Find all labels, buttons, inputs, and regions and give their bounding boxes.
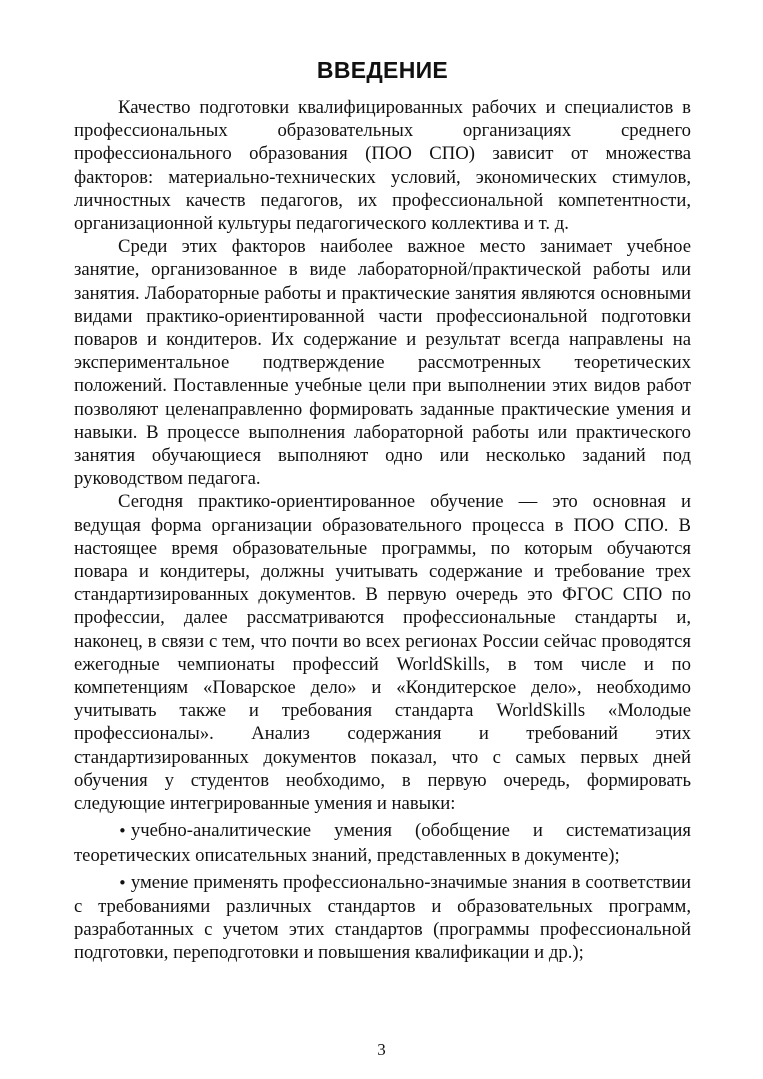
page-number: 3 — [377, 1040, 386, 1059]
paragraph-intro: Качество подготовки квалифицированных рабочих и специалистов в профессиональных образовательных организациях среднего профессионального образования (ПОО СПО) зависит от множества факторов: материально-технических условий, экономических стимулов, личностных качеств педагогов, их профессиональной компетентности, организационной культуры педагогического коллектива и т. д. — [74, 97, 691, 235]
page-title: ВВЕДЕНИЕ — [316, 57, 449, 83]
bullet-item — [74, 871, 691, 965]
paragraph-factors: Среди этих факторов наиболее важное место занимает учебное занятие, организованное в виде лабораторной/практической работы или занятия. Лабораторные работы и практические занятия являются основными видами практико-ориентированной части профессиональной подготовки поваров и кондитеров. Их содержание и результат всегда направлены на экспериментальное подтверждение рассмотренных теоретических положений. Поставленные учебные цели при выполнении этих видов работ позволяют целенаправленно формировать заданные практические умения и навыки. В процессе выполнения лабораторной работы или практического занятия обучающиеся выполняют одно или несколько заданий под руководством педагога. — [74, 236, 691, 490]
bullet-text: учебно-аналитические умения (обобщение и систематизация теоретических описательных знаний, представленных в документе); — [74, 820, 691, 866]
bullet-icon: • — [118, 822, 127, 841]
bullet-text: умение применять профессионально-значимые знания в соответствии с требованиями различных стандартов и образовательных программ, разработанных с учетом этих стандартов (программы профессиональной подготовки, переподготовки и повышения квалификации и др.); — [74, 871, 691, 964]
bullet-item — [74, 819, 691, 866]
bullet-icon: • — [118, 873, 127, 892]
body-text — [74, 96, 691, 965]
paragraph-practice: Сегодня практико-ориентированное обучение — это основная и ведущая форма организации образовательного процесса в ПОО СПО. В настоящее время образовательные программы, по которым обучаются повара и кондитеры, должны учитывать содержание и требование трех стандартизированных документов. В первую очередь это ФГОС СПО по профессии, далее рассматриваются профессиональные стандарты и, наконец, в связи с тем, что почти во всех регионах России сейчас проводятся ежегодные чемпионаты профессий WorldSkills, в том числе и по компетенциям «Поварское дело» и «Кондитерское дело», необходимо учитывать также и требования стандарта WorldSkills «Молодые профессионалы». Анализ содержания и требований этих стандартизированных документов показал, что с самых первых дней обучения у студентов необходимо, в первую очередь, формировать следующие интегрированные умения и навыки: — [74, 491, 691, 815]
